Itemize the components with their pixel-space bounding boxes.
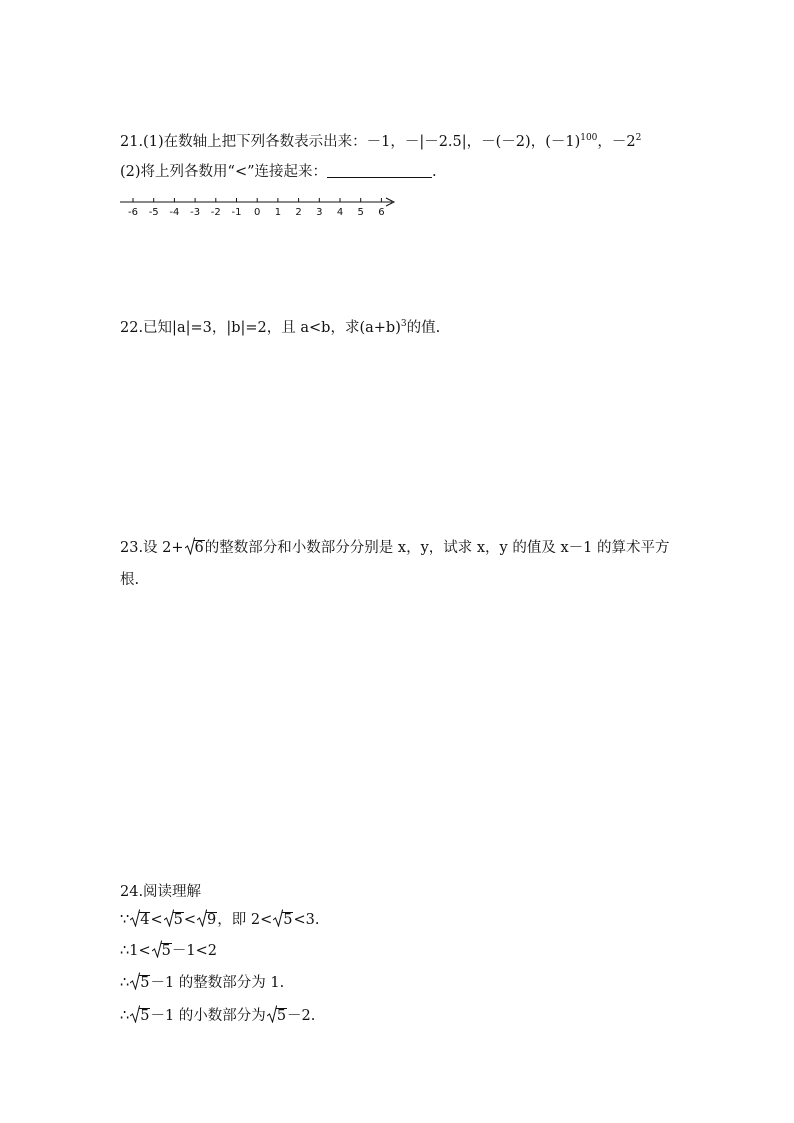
number-line-tick-label: 1 [274,207,282,218]
sqrt-5: 5 [164,910,184,930]
number-line [118,193,400,219]
number-line-tick-label: -5 [148,207,159,218]
q21-part2-text: (2)将上列各数用“<”连接起来： [120,164,328,180]
q22-text: 22.已知|a|=3，|b|=2，且 a<b，求(a+b) [120,320,401,336]
q21-line2 [120,162,437,182]
number-line-tick-label: -2 [210,207,221,218]
number-line-tick-label: -6 [128,207,138,218]
sqrt-5: 5 [152,941,172,961]
q23-text-tail: 的整数部分和小数部分分别是 x，y，试求 x，y 的值及 x－1 的算术平方 [204,540,670,556]
q24-line3: ∴ 5－1 的整数部分为 1. [120,975,285,991]
sqrt-5: 5 [130,973,150,993]
sqrt-4: 4 [130,910,150,930]
q23-text-line2: 根. [120,572,140,588]
q21-part2-period: . [432,164,437,180]
q21-exponent-100: 100 [580,133,598,143]
q21-text-tail: ，－2 [597,134,636,150]
q24-line1: ∵ 4< 5< 9，即 2< 5<3. [120,912,320,928]
number-line-tick-label: -3 [190,207,201,218]
number-line-tick-label: -1 [231,207,242,218]
number-line-tick-label: 0 [254,207,261,218]
q22-text-tail: 的值. [406,320,441,336]
q21-text: 21.(1)在数轴上把下列各数表示出来：－1，－|－2.5|，－(－2)，(－1) [120,134,581,150]
number-line-tick-label: 4 [336,207,344,218]
number-line-tick-label: 5 [357,207,364,218]
q24-title: 24.阅读理解 [120,884,202,900]
q24-line2: ∴1< 5－1<2 [120,943,217,959]
answer-blank[interactable] [327,163,432,178]
number-line-tick-label: 6 [378,207,385,218]
q22-line [120,318,440,338]
number-line-tick-label: -4 [169,207,180,218]
number-line-tick-label: 2 [295,207,302,218]
q23-text: 23.设 2+ [120,540,184,556]
sqrt-5: 5 [267,1006,287,1026]
sqrt-5: 5 [273,910,293,930]
q24-line4: ∴ 5－1 的小数部分为 5－2. [120,1008,316,1024]
q23-line2 [120,570,139,590]
q21-exponent-2: 2 [635,133,642,143]
sqrt-6: 6 [185,538,205,558]
sqrt-9: 9 [197,910,217,930]
sqrt-5: 5 [130,1006,150,1026]
q21-line1 [120,132,641,152]
number-line-tick-label: 3 [316,207,323,218]
q23-line1 [120,538,669,558]
q22-exponent: 3 [400,319,407,329]
